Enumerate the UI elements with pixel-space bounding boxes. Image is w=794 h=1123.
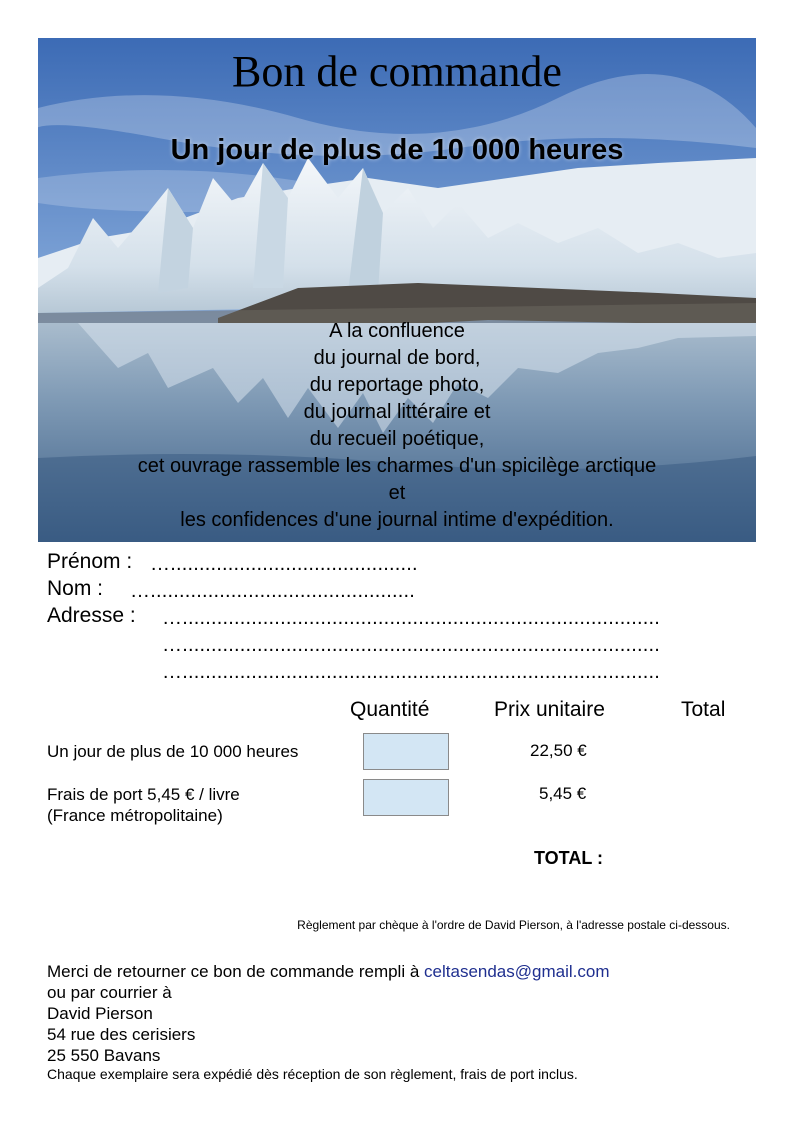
adresse-field-line3[interactable]: …...................................................................................: [162, 661, 661, 683]
contact-name: David Pierson: [47, 1004, 153, 1023]
unit-price-book: 22,50 €: [530, 741, 587, 760]
quantity-input-book[interactable]: [363, 733, 449, 770]
column-header-total: Total: [681, 698, 726, 721]
description-line: du journal littéraire et: [303, 401, 491, 423]
quantity-input-shipping[interactable]: [363, 779, 449, 816]
book-title: Un jour de plus de 10 000 heures: [170, 134, 624, 166]
description-line: les confidences d'une journal intime d'expédition.: [180, 509, 614, 531]
contact-intro-line: [47, 961, 609, 982]
contact-street: 54 rue des cerisiers: [47, 1025, 196, 1044]
email-link[interactable]: celtasendas@gmail.com: [424, 962, 610, 981]
page-title: Bon de commande: [232, 47, 562, 96]
description-line: du recueil poétique,: [309, 428, 485, 450]
header-banner: [38, 38, 756, 542]
contact-city: 25 550 Bavans: [47, 1046, 161, 1065]
shipping-label: Frais de port 5,45 € / livre: [47, 785, 240, 804]
adresse-field-line2[interactable]: …...................................................................................: [162, 634, 661, 656]
column-header-quantite: Quantité: [350, 698, 430, 721]
column-header-prix: Prix unitaire: [494, 698, 605, 721]
shipping-note: Chaque exemplaire sera expédié dès réception de son règlement, frais de port inclus.: [47, 1066, 578, 1082]
contact-intro: Merci de retourner ce bon de commande rempli à: [47, 962, 420, 981]
prenom-label: Prénom :: [47, 550, 133, 573]
payment-note: Règlement par chèque à l'ordre de David Pierson, à l'adresse postale ci-dessous.: [297, 918, 730, 932]
order-item-shipping: [47, 784, 240, 826]
nom-label: Nom :: [47, 577, 104, 600]
adresse-label: Adresse :: [47, 604, 136, 627]
shipping-region: (France métropolitaine): [47, 806, 223, 825]
unit-price-shipping: 5,45 €: [539, 784, 587, 803]
description-line: A la confluence: [329, 320, 465, 342]
description-line: du journal de bord,: [313, 347, 481, 369]
total-label: TOTAL :: [534, 848, 603, 868]
description-line: du reportage photo,: [309, 374, 485, 396]
contact-block: [47, 961, 609, 1066]
contact-mail-line: ou par courrier à: [47, 983, 172, 1002]
prenom-field[interactable]: …...........................................: [150, 553, 418, 575]
adresse-field-line1[interactable]: …...................................................................................: [162, 607, 661, 629]
book-description: [38, 318, 756, 534]
description-line: et: [388, 482, 406, 504]
order-item-book: Un jour de plus de 10 000 heures: [47, 742, 299, 761]
nom-field[interactable]: …..............................................: [130, 580, 416, 602]
description-line: cet ouvrage rassemble les charmes d'un spicilège arctique: [137, 455, 657, 477]
